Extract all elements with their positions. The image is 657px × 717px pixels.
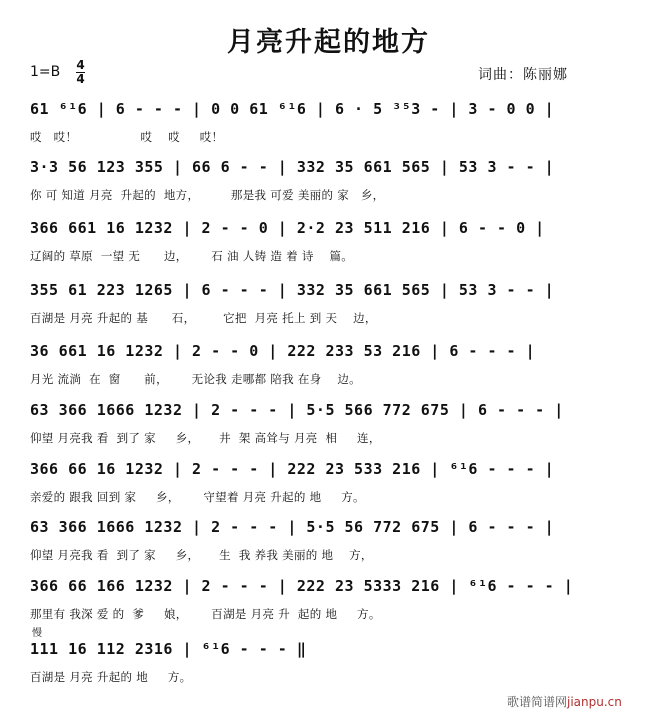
staff-system-4	[0, 281, 657, 339]
notation-line: 355 61 223 1265 | 6 - - - | 332 35 661 565 | 53 3 - - |	[30, 281, 555, 299]
staff-system-2	[0, 158, 657, 216]
staff-system-9	[0, 577, 657, 635]
notation-line: 3·3 56 123 355 | 66 6 - - | 332 35 661 565 | 53 3 - - |	[30, 158, 555, 176]
time-signature	[76, 60, 85, 85]
notation-line: 366 66 16 1232 | 2 - - - | 222 23 533 216 | ⁶¹6 - - - |	[30, 460, 555, 478]
lyrics-line: 仰望 月亮我 看 到了 家 乡， 井 架 高耸与 月亮 相 连，	[30, 431, 381, 445]
staff-system-5	[0, 342, 657, 400]
song-title: 月亮升起的地方	[227, 27, 430, 58]
lyrics-line: 那里有 我深 爱 的 爹 娘， 百湖是 月亮 升 起的 地 方。	[30, 607, 381, 621]
meter-denominator: 4	[76, 72, 85, 86]
notation-line: 63 366 1666 1232 | 2 - - - | 5·5 56 772 675 | 6 - - - |	[30, 518, 555, 536]
site-watermark	[507, 693, 622, 710]
key-signature: 1=B	[30, 64, 61, 80]
lyrics-line: 仰望 月亮我 看 到了 家 乡， 生 我 养我 美丽的 地 方，	[30, 548, 373, 562]
lyrics-line: 你 可 知道 月亮 升起的 地方， 那是我 可爱 美丽的 家 乡，	[30, 188, 385, 202]
notation-line: 36 661 16 1232 | 2 - - 0 | 222 233 53 216 | 6 - - - |	[30, 342, 536, 360]
notation-line: 111 16 112 2316 | ⁶¹6 - - - ‖	[30, 640, 307, 658]
lyrics-line: 月光 流淌 在 窗 前， 无论我 走哪都 陪我 在身 边。	[30, 372, 361, 386]
watermark-site-name: 歌谱简谱网	[507, 695, 568, 709]
staff-system-10	[0, 630, 657, 700]
lyrics-line: 亲爱的 跟我 回到 家 乡， 守望着 月亮 升起的 地 方。	[30, 490, 365, 504]
watermark-url: jianpu.cn	[567, 695, 622, 709]
lyrics-line: 辽阔的 草原 一望 无 边， 石 油 人铸 造 着 诗 篇。	[30, 249, 354, 263]
staff-system-7	[0, 460, 657, 518]
notation-line: 61 ⁶¹6 | 6 - - - | 0 0 61 ⁶¹6 | 6 · 5 ³⁵3 - | 3 - 0 0 |	[30, 100, 555, 118]
notation-line: 63 366 1666 1232 | 2 - - - | 5·5 566 772 675 | 6 - - - |	[30, 401, 564, 419]
notation-line: 366 66 166 1232 | 2 - - - | 222 23 5333 216 | ⁶¹6 - - - |	[30, 577, 574, 595]
lyrics-line: 百湖是 月亮 升起的 地 方。	[30, 670, 192, 684]
notation-line: 366 661 16 1232 | 2 - - 0 | 2·2 23 511 216 | 6 - - 0 |	[30, 219, 545, 237]
staff-system-1	[0, 100, 657, 158]
composer-credit: 词曲：陈丽娜	[478, 67, 568, 83]
staff-system-8	[0, 518, 657, 576]
meter-numerator: 4	[76, 58, 85, 72]
tempo-mark: 慢	[32, 628, 42, 639]
lyrics-line: 哎 哎！ 哎 哎 哎！	[30, 130, 224, 144]
staff-system-6	[0, 401, 657, 459]
staff-system-3	[0, 219, 657, 277]
lyrics-line: 百湖是 月亮 升起的 基 石， 它把 月亮 托上 到 天 边，	[30, 311, 377, 325]
